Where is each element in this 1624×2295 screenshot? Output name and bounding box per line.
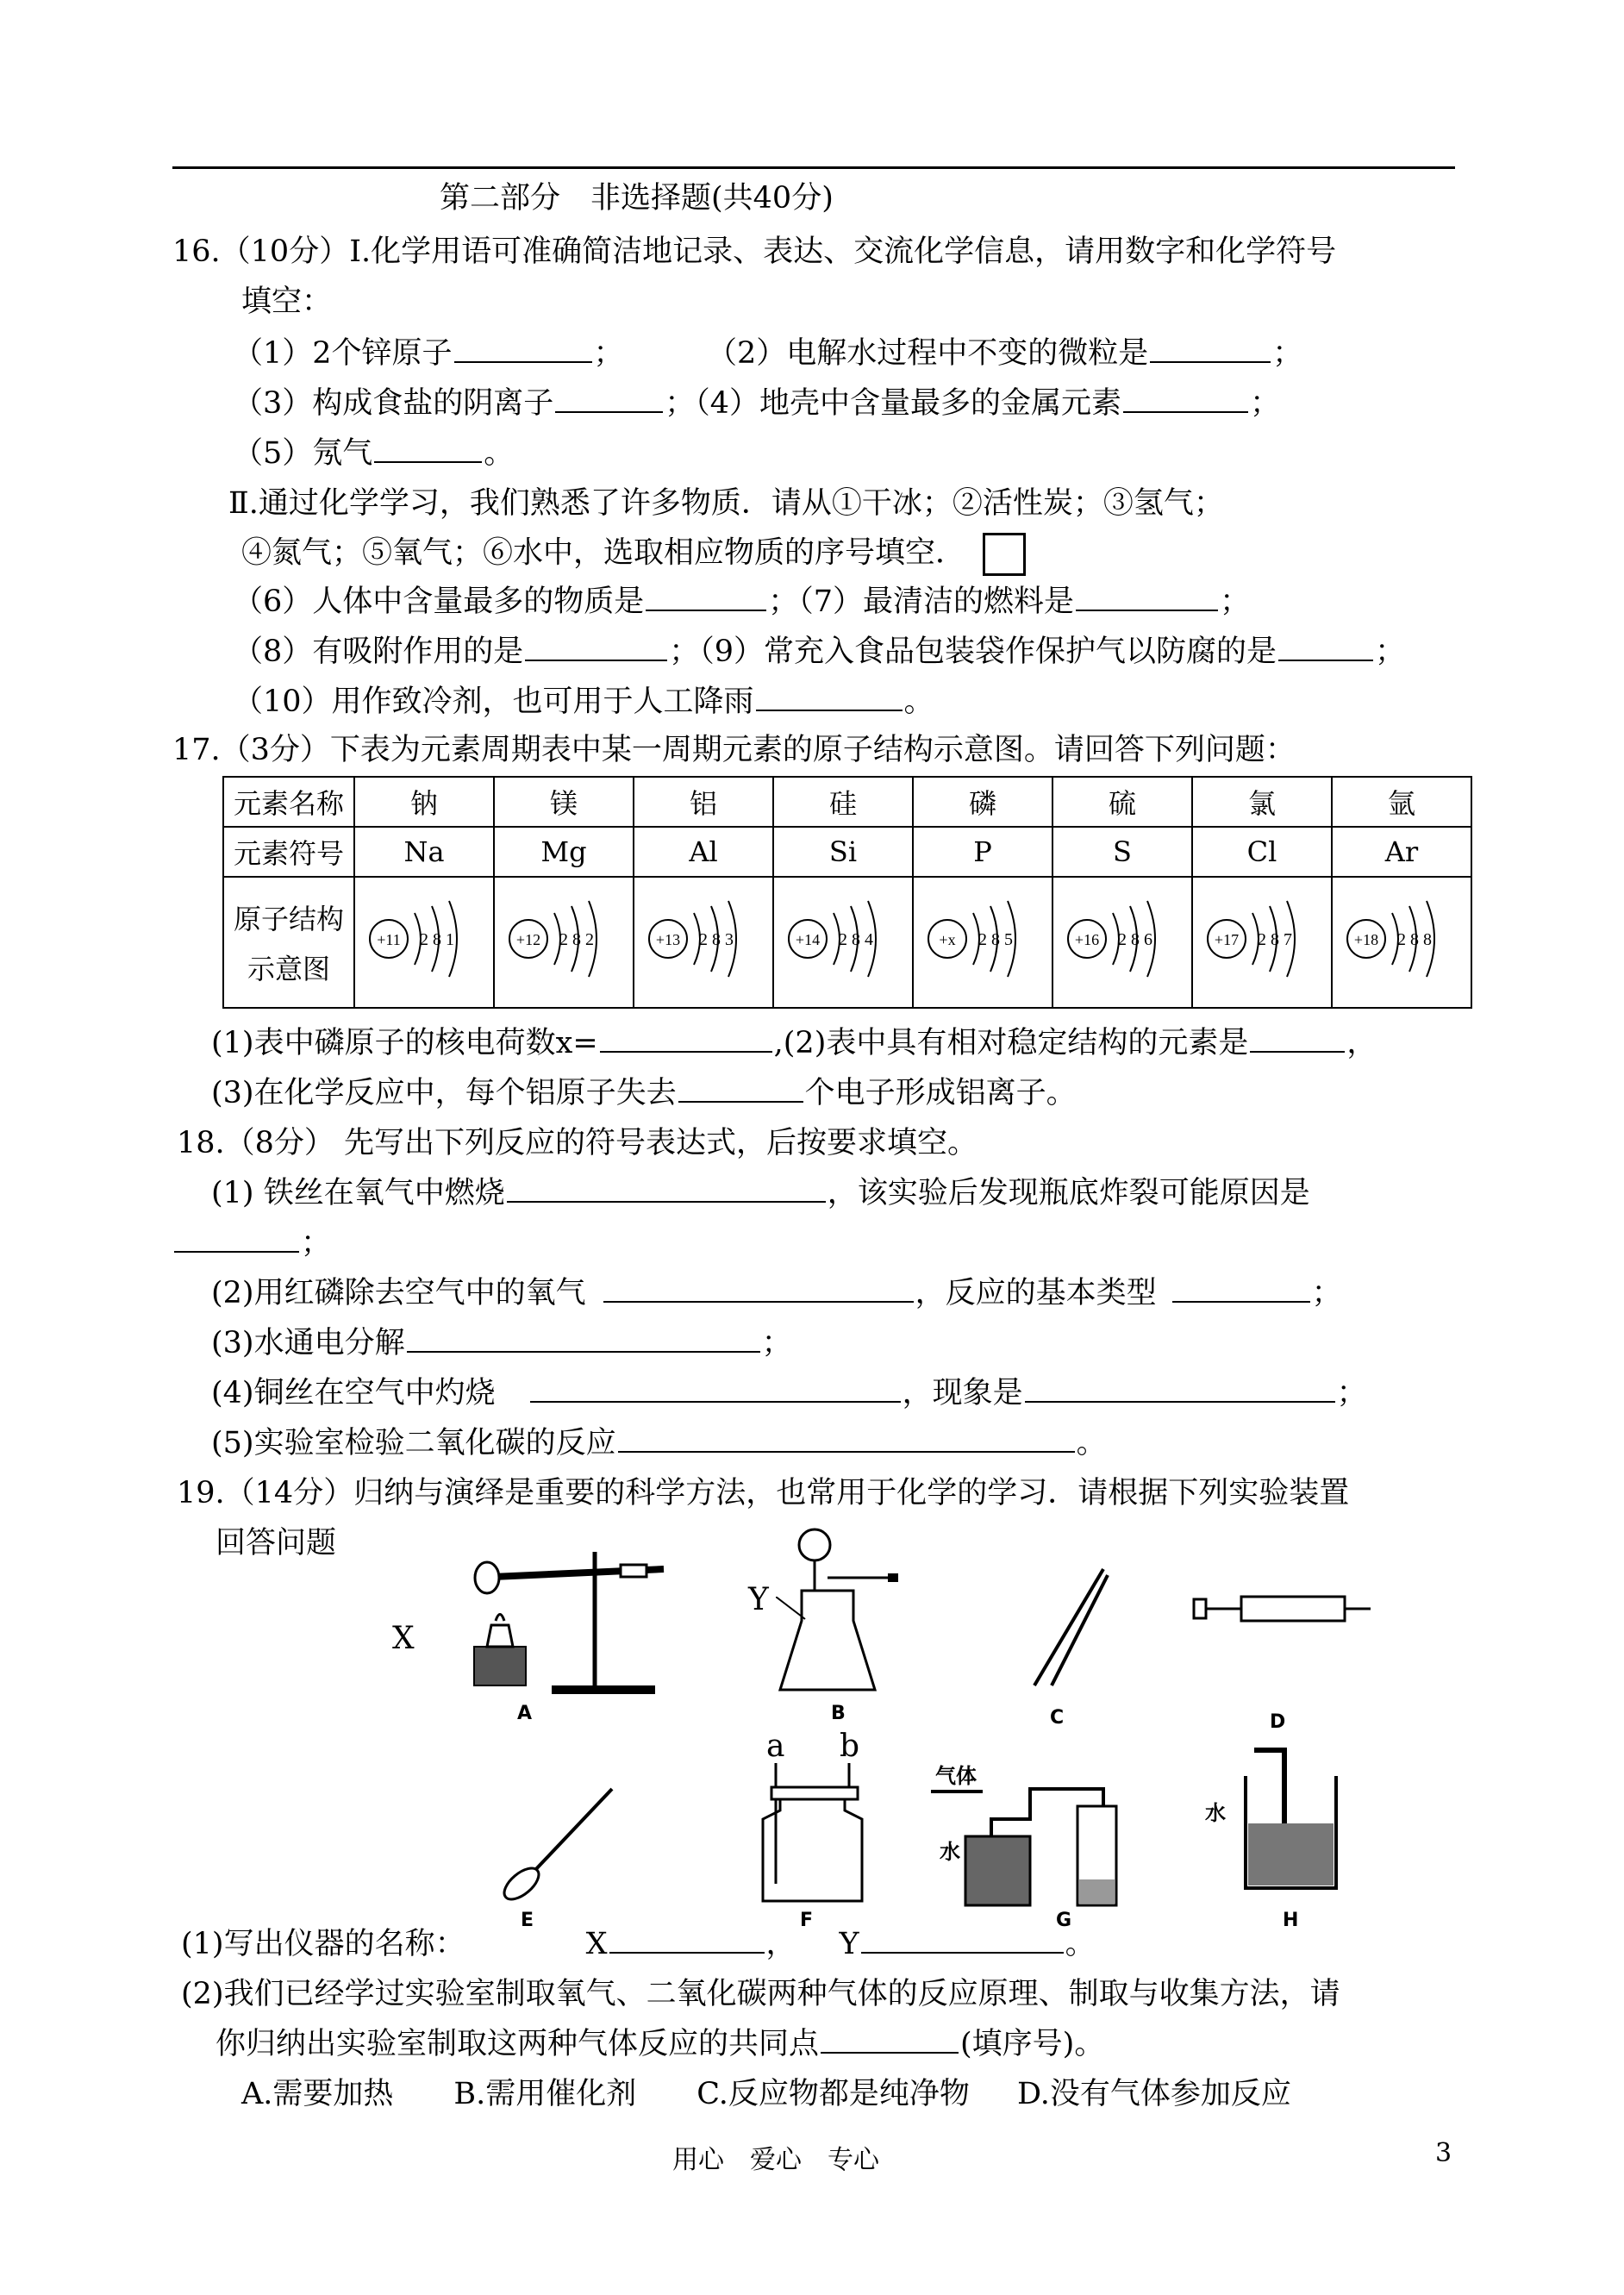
atom-diagram	[773, 877, 913, 1008]
q18-intro: 18.（8分） 先写出下列反应的符号表达式，后按要求填空。	[177, 1126, 978, 1160]
answer-blank[interactable]	[1250, 1025, 1345, 1053]
element-symbol: Na	[354, 827, 494, 877]
answer-blank[interactable]	[525, 634, 667, 661]
answer-blank[interactable]	[600, 1025, 772, 1053]
answer-blank[interactable]	[1150, 335, 1271, 363]
atom-diagram	[1332, 877, 1471, 1008]
atom-diagram	[1052, 877, 1192, 1008]
element-symbol: Cl	[1192, 827, 1332, 877]
row-label: 原子结构 示意图	[223, 877, 354, 1008]
q16-item-2: （2）电解水过程中不变的微粒是 ；	[707, 336, 1303, 371]
answer-blank[interactable]	[555, 385, 663, 413]
row-label: 元素名称	[223, 777, 354, 827]
svg-text:2 8 4: 2 8 4	[839, 930, 873, 949]
svg-text:+x: +x	[939, 931, 956, 948]
answer-blank[interactable]	[454, 335, 592, 363]
q16-intro-1: 16.（10分）Ⅰ.化学用语可准确简洁地记录、表达、交流化学信息，请用数字和化学符号	[172, 235, 1337, 269]
answer-blank[interactable]	[861, 1926, 1064, 1954]
label-b: b	[840, 1729, 860, 1764]
atom-diagram	[354, 877, 494, 1008]
svg-text:2 8 1: 2 8 1	[420, 930, 454, 949]
q18-item-4: (4)铜丝在空气中灼烧 ，现象是 ；	[211, 1376, 1367, 1410]
apparatus-label: D	[1270, 1711, 1286, 1733]
apparatus-d-syringe	[1190, 1586, 1379, 1629]
element-symbol: Al	[634, 827, 773, 877]
svg-text:+17: +17	[1214, 931, 1240, 948]
q16-part-ii-1: Ⅱ.通过化学学习，我们熟悉了许多物质．请从①干冰；②活性炭；③氢气；	[228, 486, 1224, 521]
answer-blank[interactable]	[174, 1225, 299, 1253]
option-d: D.没有气体参加反应	[1016, 2077, 1291, 2111]
element-name: 镁	[494, 777, 634, 827]
element-name: 氯	[1192, 777, 1332, 827]
apparatus-g-gas-collection	[931, 1785, 1138, 1910]
label-y-pointer	[776, 1597, 810, 1623]
q19-intro-2: 回答问题	[215, 1526, 337, 1560]
q17-subq-3: (3)在化学反应中，每个铝原子失去 个电子形成铝离子。	[211, 1076, 1077, 1110]
row-label: 元素符号	[223, 827, 354, 877]
answer-blank[interactable]	[1076, 584, 1218, 611]
answer-blank[interactable]	[603, 1275, 914, 1303]
answer-blank[interactable]	[407, 1325, 760, 1353]
answer-blank[interactable]	[1123, 385, 1248, 413]
svg-text:+14: +14	[795, 931, 821, 948]
label-water-h: 水	[1205, 1801, 1226, 1825]
answer-blank[interactable]	[821, 2026, 959, 2054]
q16-item-10: （10）用作致冷剂，也可用于人工降雨 。	[233, 685, 934, 719]
answer-blank[interactable]	[646, 584, 766, 611]
row-element-symbols	[223, 827, 1471, 877]
element-symbol: Si	[773, 827, 913, 877]
label-gas: 气体	[935, 1764, 977, 1788]
apparatus-label: A	[517, 1703, 533, 1724]
q19-item-2-line-2: 你归纳出实验室制取这两种气体反应的共同点 (填序号)。	[215, 2027, 1105, 2061]
apparatus-label: G	[1056, 1910, 1072, 1931]
q17-intro: 17.（3分）下表为元素周期表中某一周期元素的原子结构示意图。请回答下列问题：	[172, 733, 1296, 767]
q18-item-2: (2)用红磷除去空气中的氧气 ，反应的基本类型 ；	[211, 1276, 1342, 1310]
svg-text:2 8 2: 2 8 2	[559, 930, 594, 949]
option-b: B.需用催化剂	[453, 2077, 637, 2111]
apparatus-h-water-beaker	[1241, 1742, 1345, 1892]
apparatus-label: H	[1283, 1910, 1299, 1931]
svg-text:2 8 6: 2 8 6	[1118, 930, 1152, 949]
q19-item-2-line-1: (2)我们已经学过实验室制取氧气、二氧化碳两种气体的反应原理、制取与收集方法，请	[181, 1977, 1340, 2011]
q16-item-3-4: （3）构成食盐的阴离子 ；（4）地壳中含量最多的金属元素 ；	[233, 386, 1281, 421]
q16-item-6-7: （6）人体中含量最多的物质是 ；（7）最清洁的燃料是 ；	[233, 585, 1251, 619]
svg-text:2 8 3: 2 8 3	[699, 930, 734, 949]
q16-intro-2: 填空：	[241, 285, 333, 319]
element-symbol: Mg	[494, 827, 634, 877]
element-table	[222, 776, 1472, 1009]
section-title: 第二部分 非选择题(共40分)	[440, 181, 834, 216]
element-symbol: P	[913, 827, 1052, 877]
q18-item-5: (5)实验室检验二氧化碳的反应 。	[211, 1426, 1107, 1460]
answer-blank[interactable]	[609, 1926, 765, 1954]
svg-text:2 8 8: 2 8 8	[1397, 930, 1432, 949]
apparatus-c-tongs	[1026, 1565, 1121, 1694]
apparatus-label: F	[800, 1910, 814, 1931]
svg-text:2 8 5: 2 8 5	[978, 930, 1013, 949]
q17-subq-1-2: (1)表中磷原子的核电荷数x= ,(2)表中具有相对稳定结构的元素是 ，	[211, 1026, 1377, 1060]
q16-part-ii-2: ④氮气；⑤氧气；⑥水中，选取相应物质的序号填空．	[241, 533, 1026, 576]
answer-blank[interactable]	[1025, 1375, 1335, 1403]
q18-item-3: (3)水通电分解 ；	[211, 1326, 792, 1360]
element-name: 硅	[773, 777, 913, 827]
q16-item-5: （5）氖气 。	[233, 436, 515, 471]
element-name: 磷	[913, 777, 1052, 827]
apparatus-e-spatula	[491, 1785, 621, 1905]
answer-blank[interactable]	[530, 1375, 901, 1403]
apparatus-label: C	[1050, 1707, 1065, 1729]
q19-item-1: (1)写出仪器的名称： X ， Y 。	[181, 1927, 1096, 1961]
q16-item-1: （1）2个锌原子 ；	[233, 336, 624, 371]
top-rule	[172, 166, 1455, 169]
element-symbol: Ar	[1332, 827, 1471, 877]
svg-text:+18: +18	[1353, 931, 1379, 948]
element-name: 氩	[1332, 777, 1471, 827]
atom-diagram	[494, 877, 634, 1008]
atom-diagram	[913, 877, 1052, 1008]
svg-text:+11: +11	[377, 931, 401, 948]
empty-box	[983, 533, 1026, 576]
option-a: A.需要加热	[241, 2077, 394, 2111]
answer-blank[interactable]	[756, 684, 903, 711]
svg-text:+13: +13	[655, 931, 681, 948]
option-c: C.反应物都是纯净物	[696, 2077, 970, 2111]
atom-diagram	[634, 877, 773, 1008]
element-name: 硫	[1052, 777, 1192, 827]
apparatus-label: B	[831, 1703, 846, 1724]
q19-intro-1: 19.（14分）归纳与演绎是重要的科学方法，也常用于化学的学习．请根据下列实验装置	[177, 1476, 1350, 1510]
q19-options	[241, 2075, 1291, 2113]
answer-blank[interactable]	[1278, 634, 1373, 661]
row-atom-diagrams	[223, 877, 1471, 1008]
answer-blank[interactable]	[374, 435, 482, 463]
apparatus-label: E	[521, 1910, 534, 1931]
label-water-g: 水	[940, 1840, 960, 1864]
answer-blank[interactable]	[678, 1075, 803, 1103]
apparatus-f-gas-bottle	[759, 1763, 871, 1905]
svg-text:+16: +16	[1074, 931, 1100, 948]
page-number: 3	[1435, 2138, 1452, 2168]
atom-diagram	[1192, 877, 1332, 1008]
q16-item-8-9: （8）有吸附作用的是 ；（9）常充入食品包装袋作保护气以防腐的是 ；	[233, 635, 1406, 669]
row-element-names	[223, 777, 1471, 827]
apparatus-a-heating-setup	[448, 1543, 698, 1698]
label-a: a	[766, 1729, 785, 1764]
answer-blank[interactable]	[618, 1425, 1075, 1453]
element-name: 铝	[634, 777, 773, 827]
q18-item-1-cont: ；	[172, 1224, 331, 1262]
label-y: Y	[748, 1582, 769, 1617]
footer-motto: 用心 爱心 专心	[672, 2145, 879, 2175]
element-symbol: S	[1052, 827, 1192, 877]
answer-blank[interactable]	[507, 1175, 826, 1203]
svg-text:+12: +12	[515, 931, 541, 948]
element-name: 钠	[354, 777, 494, 827]
svg-text:2 8 7: 2 8 7	[1258, 930, 1292, 949]
q18-item-1: (1) 铁丝在氧气中燃烧 ，该实验后发现瓶底炸裂可能原因是	[211, 1176, 1310, 1210]
answer-blank[interactable]	[1172, 1275, 1310, 1303]
label-x: X	[392, 1621, 415, 1656]
